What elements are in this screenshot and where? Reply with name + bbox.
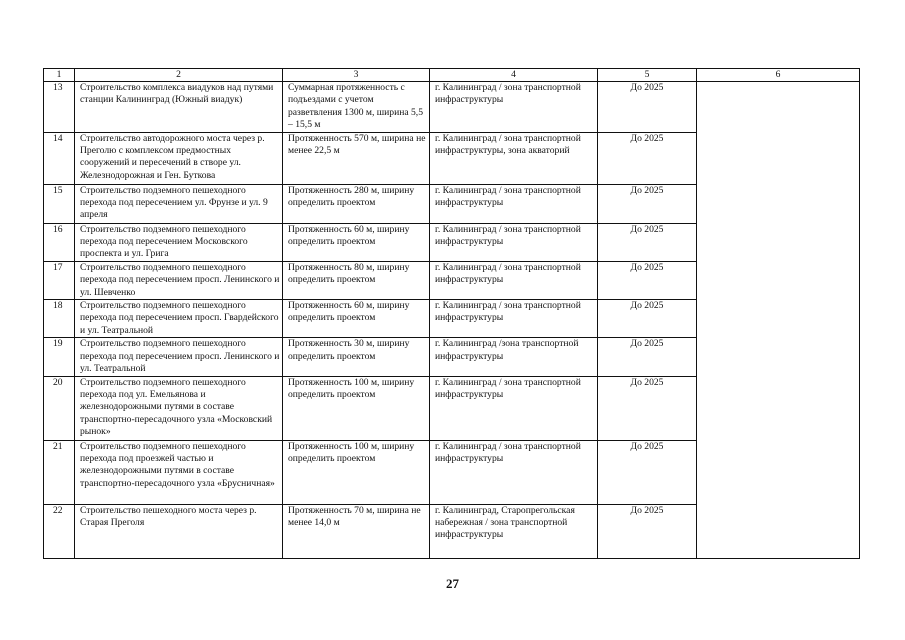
row-number-cell: 16 <box>44 223 75 261</box>
row-number-cell: 15 <box>44 184 75 223</box>
column-header-4: 4 <box>430 69 598 82</box>
object-name-cell: Строительство пешеходного моста через р. Старая Преголя <box>75 504 283 558</box>
object-name-cell: Строительство подземного пешеходного перехода под пересечением просп. Ленинского и ул. Театральной <box>75 338 283 376</box>
parameters-cell: Протяженность 70 м, ширина не менее 14,0 м <box>283 504 430 558</box>
object-name-cell: Строительство подземного пешеходного перехода под пересечением ул. Фрунзе и ул. 9 апреля <box>75 184 283 223</box>
row-number-cell: 13 <box>44 82 75 133</box>
location-cell: г. Калининград / зона транспортной инфраструктуры <box>430 82 598 133</box>
note-cell <box>697 82 860 133</box>
location-cell: г. Калининград / зона транспортной инфраструктуры <box>430 223 598 261</box>
table-row <box>44 440 860 504</box>
object-name-cell: Строительство подземного пешеходного перехода под проезжей частью и железнодорожными путями в составе транспортно-пересадочного узла «Брусничная» <box>75 440 283 504</box>
object-name-cell: Строительство подземного пешеходного перехода под пересечением просп. Ленинского и ул. Шевченко <box>75 261 283 299</box>
note-cell <box>697 223 860 261</box>
table-row <box>44 223 860 261</box>
note-cell <box>697 376 860 440</box>
row-number-cell: 20 <box>44 376 75 440</box>
table-row <box>44 376 860 440</box>
parameters-cell: Протяженность 570 м, ширина не менее 22,5 м <box>283 132 430 184</box>
object-name-cell: Строительство комплекса виадуков над путями станции Калининград (Южный виадук) <box>75 82 283 133</box>
note-cell <box>697 300 860 338</box>
note-cell <box>697 261 860 299</box>
location-cell: г. Калининград /зона транспортной инфраструктуры <box>430 338 598 376</box>
location-cell: г. Калининград / зона транспортной инфраструктуры <box>430 261 598 299</box>
table-header-row <box>44 69 860 82</box>
object-name-cell: Строительство подземного пешеходного перехода под пересечением Московского проспекта и ул. Грига <box>75 223 283 261</box>
table-row <box>44 504 860 558</box>
row-number-cell: 18 <box>44 300 75 338</box>
deadline-cell: До 2025 <box>598 338 697 376</box>
location-cell: г. Калининград / зона транспортной инфраструктуры <box>430 440 598 504</box>
deadline-cell: До 2025 <box>598 300 697 338</box>
note-cell <box>697 504 860 558</box>
location-cell: г. Калининград, Старопрегольская набережная / зона транспортной инфраструктуры <box>430 504 598 558</box>
parameters-cell: Протяженность 280 м, ширину определить проектом <box>283 184 430 223</box>
location-cell: г. Калининград / зона транспортной инфраструктуры <box>430 184 598 223</box>
table-row <box>44 82 860 133</box>
deadline-cell: До 2025 <box>598 223 697 261</box>
deadline-cell: До 2025 <box>598 376 697 440</box>
parameters-cell: Протяженность 100 м, ширину определить проектом <box>283 376 430 440</box>
note-cell <box>697 338 860 376</box>
note-cell <box>697 184 860 223</box>
row-number-cell: 19 <box>44 338 75 376</box>
parameters-cell: Протяженность 80 м, ширину определить проектом <box>283 261 430 299</box>
parameters-cell: Суммарная протяженность с подъездами с учетом разветвления 1300 м, ширина 5,5 – 15,5 м <box>283 82 430 133</box>
row-number-cell: 22 <box>44 504 75 558</box>
deadline-cell: До 2025 <box>598 504 697 558</box>
column-header-3: 3 <box>283 69 430 82</box>
parameters-cell: Протяженность 60 м, ширину определить проектом <box>283 223 430 261</box>
table-row <box>44 300 860 338</box>
deadline-cell: До 2025 <box>598 82 697 133</box>
parameters-cell: Протяженность 60 м, ширину определить проектом <box>283 300 430 338</box>
column-header-2: 2 <box>75 69 283 82</box>
table-row <box>44 184 860 223</box>
object-name-cell: Строительство подземного пешеходного перехода под пересечением просп. Гвардейского и ул. Театральной <box>75 300 283 338</box>
deadline-cell: До 2025 <box>598 261 697 299</box>
table-row <box>44 338 860 376</box>
row-number-cell: 21 <box>44 440 75 504</box>
column-header-5: 5 <box>598 69 697 82</box>
table-body <box>44 82 860 559</box>
object-name-cell: Строительство подземного пешеходного перехода под ул. Емельянова и железнодорожными путями в составе транспортно-пересадочного узла «Московский рынок» <box>75 376 283 440</box>
object-name-cell: Строительство автодорожного моста через р. Преголю с комплексом предмостных сооружений и пересечений в створе ул. Железнодорожная и Ген. Буткова <box>75 132 283 184</box>
deadline-cell: До 2025 <box>598 440 697 504</box>
parameters-cell: Протяженность 30 м, ширину определить проектом <box>283 338 430 376</box>
column-header-6: 6 <box>697 69 860 82</box>
location-cell: г. Калининград / зона транспортной инфраструктуры, зона акваторий <box>430 132 598 184</box>
deadline-cell: До 2025 <box>598 132 697 184</box>
location-cell: г. Калининград / зона транспортной инфраструктуры <box>430 300 598 338</box>
note-cell <box>697 132 860 184</box>
parameters-cell: Протяженность 100 м, ширину определить проектом <box>283 440 430 504</box>
table-row <box>44 261 860 299</box>
row-number-cell: 17 <box>44 261 75 299</box>
column-header-1: 1 <box>44 69 75 82</box>
table-row <box>44 132 860 184</box>
row-number-cell: 14 <box>44 132 75 184</box>
note-cell <box>697 440 860 504</box>
deadline-cell: До 2025 <box>598 184 697 223</box>
page-number: 27 <box>446 576 459 591</box>
planning-table <box>43 68 860 559</box>
location-cell: г. Калининград / зона транспортной инфраструктуры <box>430 376 598 440</box>
